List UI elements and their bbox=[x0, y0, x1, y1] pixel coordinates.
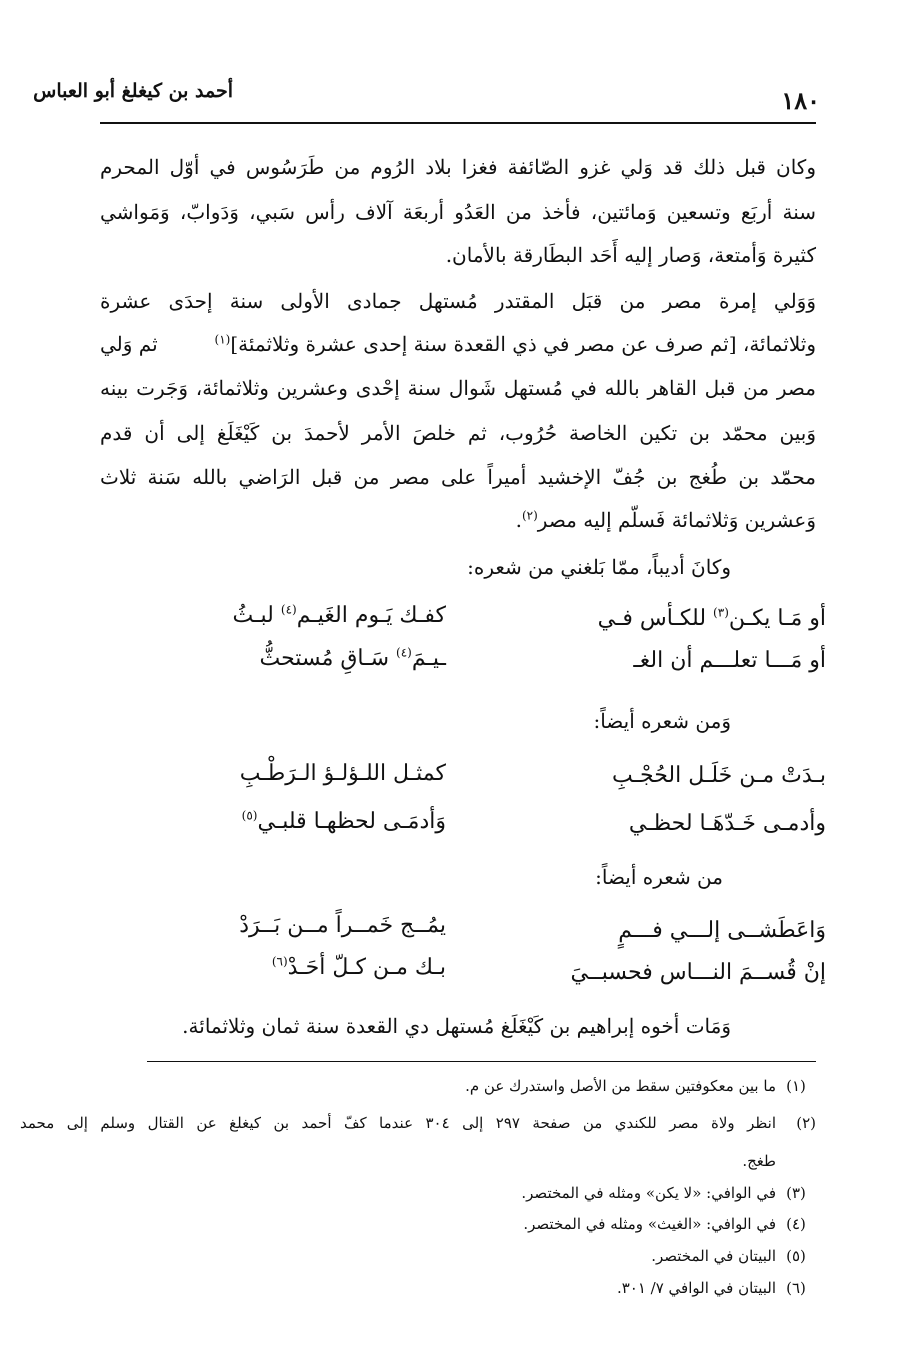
footnote-number: (٦) bbox=[786, 1279, 806, 1297]
footnote-number: (٤) bbox=[786, 1215, 806, 1233]
footnote-6 bbox=[617, 1277, 816, 1299]
footnote-ref-1: (١) bbox=[214, 332, 231, 347]
poem-1-verse-2-first-half: أو مَـــا تعلـــم أن الغـ bbox=[633, 648, 826, 673]
poem-2-verse-1-first-half: بـدَتْ مـن خَلَـل الحُجْـبِ bbox=[611, 763, 826, 788]
footnote-ref-6: (٦) bbox=[271, 954, 288, 969]
paragraph-2-line-4: وَبين محمّد بن تكين الخاصة حُرُوب، ثم خلصَ الأمر لأحمدَ بن كَيْغَلَغ إلى أن قدم bbox=[100, 421, 816, 445]
paragraph-2-line-2-end: ثم وَلي bbox=[100, 332, 158, 356]
poem-1-verse-1-first-half: أو مَـا يكـن$^{(٣)}$ للكـأس فـي bbox=[597, 605, 826, 631]
poem-1-intro: وكانَ أديباً، ممّا بَلغني من شعره: bbox=[467, 555, 731, 579]
paragraph-2-line-1: وَوَلي إمرة مصر من قبَل المقتدر مُستهل جمادى الأولى سنة إحدَى عشرة bbox=[100, 289, 816, 313]
header-rule bbox=[100, 122, 816, 124]
page-number: ١٨٠ bbox=[781, 86, 820, 115]
paragraph-2-line-2-text: وثلاثمائة، [ثم صرف عن مصر في ذي القعدة سنة إحدى عشرة وثلاثمئة]$^{(١)}$ bbox=[214, 332, 816, 356]
paragraph-2-line-3: مصر من قبل القاهر بالله في مُستهل شَوال سنة إحْدى وعشرين وثلاثمائة، وَجَرت بينه bbox=[100, 376, 816, 400]
paragraph-2-line-6: وَعشرين وَثلاثمائة فَسلّم إليه مصر$^{(٢)}$. bbox=[515, 508, 816, 532]
footnote-ref-4: (٤) bbox=[280, 602, 297, 617]
footnote-ref-2: (٢) bbox=[521, 508, 538, 523]
poem-3-verse-1-first-half: وَاعَطَشــى إلـــي فـــمٍ bbox=[618, 918, 826, 943]
poem-2-verse-2-first-half: وأدمـى خَـدّهَـا لحظـي bbox=[628, 811, 826, 836]
footnote-text: في الوافي: «لا يكن» ومثله في المختصر. bbox=[521, 1184, 776, 1202]
poem-2-intro: وَمن شعره أيضاً: bbox=[593, 709, 731, 733]
footnote-2 bbox=[20, 1112, 816, 1134]
poem-1-verse-1-second-half: كفـك يَـوم الغَيـم$^{(٤)}$ لبـثُ bbox=[232, 602, 446, 628]
footnote-5 bbox=[651, 1245, 816, 1267]
footnote-text: في الوافي: «الغيث» ومثله في المختصر. bbox=[523, 1215, 776, 1233]
poem-2-verse-2-second-half: وَأدمَـى لحظهـا قلبـي$^{(٥)}$ bbox=[241, 808, 446, 834]
footnote-text: البيتان في الوافي ٧/ ٣٠١. bbox=[616, 1279, 776, 1297]
footnote-3 bbox=[521, 1182, 816, 1204]
footnote-2-continuation: طغج. bbox=[742, 1152, 776, 1170]
poem-2-verse-1-second-half: كمثـل اللـؤلـؤ الـرَطْـبِ bbox=[239, 761, 446, 786]
poem-3-verse-2-first-half: إنْ قُســمَ النـــاس فحسبــيَ bbox=[570, 960, 826, 985]
footnote-number: (٣) bbox=[786, 1184, 806, 1202]
footnote-ref-3: (٣) bbox=[713, 605, 729, 620]
footnote-text: البيتان في المختصر. bbox=[651, 1247, 776, 1265]
running-title: أحمد بن كيغلغ أبو العباس bbox=[33, 80, 233, 102]
footnote-text: ما بين معكوفتين سقط من الأصل واستدرك عن م. bbox=[465, 1077, 776, 1095]
paragraph-1-line-3: كثيرة وَأمتعة، وَصار إليه أَحَد البطَارقة بالأمان. bbox=[445, 243, 816, 267]
paragraph-2-line-2 bbox=[100, 329, 816, 359]
paragraph-1-line-1: وكان قبل ذلك قد وَلي غزو الصّائفة فغزا بلاد الرُوم من طَرَسُوس في أوّل المحرم bbox=[100, 155, 816, 179]
footnote-ref-4b: (٤) bbox=[396, 645, 412, 660]
footnote-1 bbox=[465, 1075, 816, 1097]
paragraph-1-line-2: سنة أربَع وتسعين وَمائتين، فأخذ من العَدُو أربعَة آلاف رأس سَبي، وَدَوابّ، وَمَواشي bbox=[100, 200, 816, 224]
poem-3-intro: من شعره أيضاً: bbox=[595, 865, 723, 889]
poem-3-verse-2-second-half: بـك مـن كـلّ أحَـدْ$^{(٦)}$ bbox=[271, 954, 446, 980]
footnote-rule bbox=[147, 1061, 816, 1062]
footnote-number: (١) bbox=[786, 1077, 806, 1095]
footnote-4 bbox=[523, 1213, 816, 1235]
closing-line: وَمَات أخوه إبراهيم بن كَيْغَلَغ مُستهل دي القعدة سنة ثمان وثلاثمائة. bbox=[182, 1014, 731, 1038]
footnote-number: (٥) bbox=[786, 1247, 806, 1265]
poem-3-verse-1-second-half: يمُــج خَمــراً مــن بَــرَدْ bbox=[239, 913, 446, 938]
poem-1-verse-2-second-half: ـيـمَ$^{(٤)}$ سَـاقِ مُستحثُّ bbox=[259, 645, 446, 671]
footnote-number: (٢) bbox=[796, 1114, 816, 1132]
footnote-text: انظر ولاة مصر للكندي من صفحة ٢٩٧ إلى ٣٠٤ عندما كفّ أحمد بن كيغلغ عن القتال وسلم إلى محمد bbox=[20, 1114, 776, 1132]
footnote-ref-5: (٥) bbox=[241, 808, 258, 823]
paragraph-2-line-5: محمّد بن طُغج بن جُفّ الإخشيد أميراً على مصر من قبل الرَاضي بالله سَنة ثلاث bbox=[100, 465, 816, 489]
